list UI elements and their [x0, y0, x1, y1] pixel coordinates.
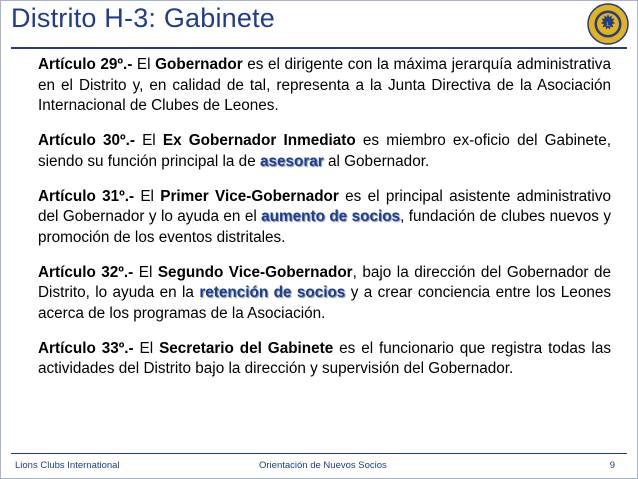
article-text: es el principal asistente administrativo del Gobernador y lo ayuda en el — [38, 187, 611, 225]
article-text: es miembro ex-oficio del Gabinete, siendo su función principal la de — [38, 132, 611, 170]
highlight-keyword: asesorar — [259, 152, 324, 170]
footer-divider — [11, 453, 627, 454]
article-label: Artículo 32º.- — [38, 263, 134, 281]
article-32-paragraph — [38, 263, 611, 325]
footer-organization: Lions Clubs International — [15, 460, 120, 471]
article-text: y a crear conciencia entre los Leones acerca de los programas de la Asociación. — [38, 284, 611, 322]
article-29-paragraph — [38, 55, 611, 117]
article-text: El — [133, 263, 158, 281]
title-divider — [11, 47, 627, 49]
article-text: , fundación de clubes nuevos y promoción de los eventos distritales. — [38, 208, 611, 246]
article-33-paragraph — [38, 339, 611, 380]
article-label: Artículo 33º.- — [38, 339, 134, 357]
page-number: 9 — [609, 460, 615, 471]
slide-content — [38, 55, 611, 394]
article-text: El — [134, 132, 163, 149]
article-31-paragraph — [38, 187, 611, 249]
article-text: es el dirigente con la máxima jerarquía administrativa en el Distrito y, en calidad de tal, representa a la Junta Directiva de la Asociación Internacional de Clubes de Leones. — [38, 56, 611, 114]
article-text: , bajo la dirección del Gobernador de Distrito, lo ayuda en la — [38, 263, 611, 301]
article-text: es el funcionario que registra todas las actividades del Distrito bajo la dirección y supervisión del Gobernador. — [38, 339, 611, 377]
lions-clubs-emblem-icon — [587, 3, 629, 45]
slide-title: Distrito H-3: Gabinete — [11, 3, 275, 33]
article-30-paragraph — [38, 131, 611, 172]
role-name: Segundo Vice-Gobernador — [157, 263, 353, 281]
role-name: Ex Gobernador Inmediato — [162, 132, 356, 149]
article-label: Artículo 31º.- — [38, 187, 135, 205]
footer-presentation-title: Orientación de Nuevos Socios — [259, 460, 387, 471]
highlight-keyword: aumento de socios — [261, 208, 401, 225]
role-name: Secretario del Gabinete — [159, 339, 334, 357]
role-name: Gobernador — [155, 56, 243, 73]
article-text: al Gobernador. — [323, 152, 430, 170]
article-label: Artículo 29º.- — [38, 56, 133, 73]
article-text: El — [133, 339, 160, 357]
article-label: Artículo 30º.- — [38, 132, 135, 149]
article-text: El — [132, 56, 156, 73]
highlight-keyword: retención de socios — [199, 284, 346, 301]
role-name: Primer Vice-Gobernador — [160, 187, 339, 205]
article-text: El — [134, 187, 161, 205]
svg-text:L: L — [606, 22, 610, 28]
